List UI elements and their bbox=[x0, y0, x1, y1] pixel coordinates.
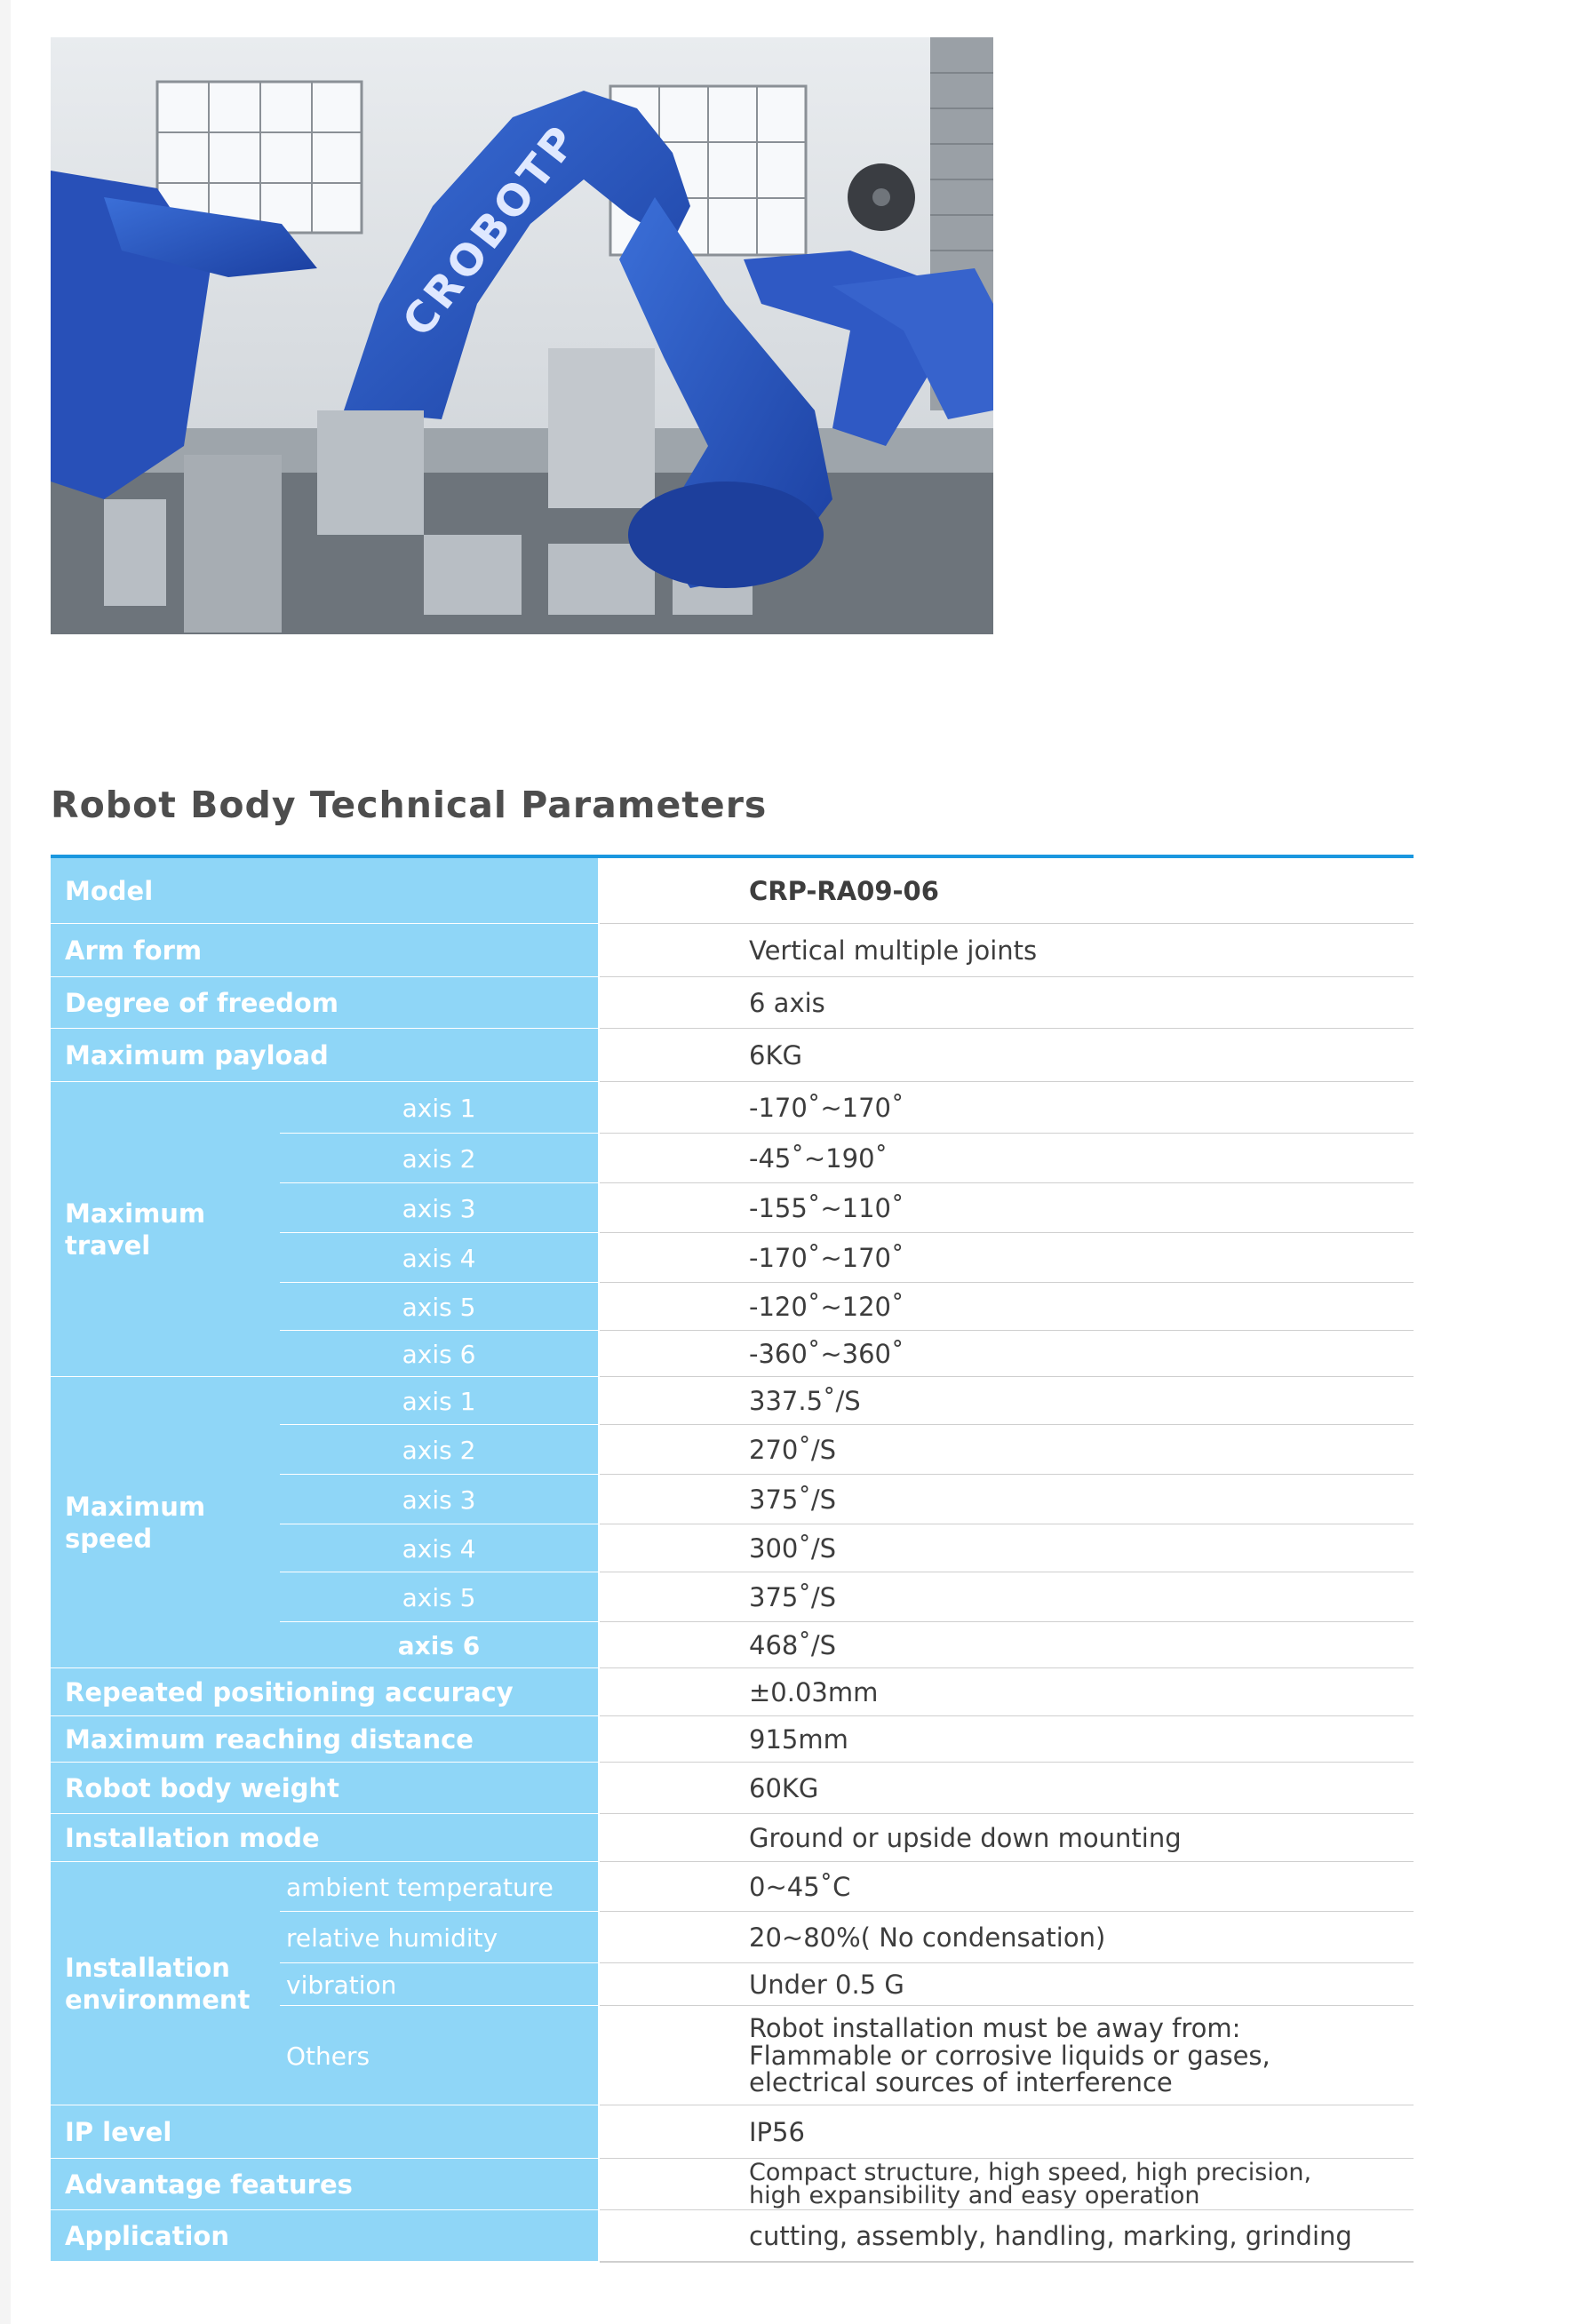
row-label: Application bbox=[51, 2210, 598, 2262]
sub-label: axis 5 bbox=[280, 1283, 598, 1331]
value-cell: cutting, assembly, handling, marking, grinding bbox=[600, 2210, 1414, 2262]
value-cell: -45˚~190˚ bbox=[600, 1134, 1414, 1183]
sub-label: Others bbox=[280, 2006, 598, 2105]
value-cell: IP56 bbox=[600, 2105, 1414, 2159]
value-cell: Robot installation must be away from: Flammable or corrosive liquids or gases, electrical sources of interference bbox=[600, 2006, 1414, 2105]
sub-label: relative humidity bbox=[280, 1912, 598, 1963]
sub-label: axis 1 bbox=[280, 1082, 598, 1134]
sub-label: axis 2 bbox=[280, 1425, 598, 1475]
value-cell: 915mm bbox=[600, 1716, 1414, 1763]
value-cell: Ground or upside down mounting bbox=[600, 1814, 1414, 1862]
sub-label: ambient temperature bbox=[280, 1862, 598, 1912]
parameters-grid bbox=[51, 858, 1414, 2262]
value-cell: 0~45˚C bbox=[600, 1862, 1414, 1912]
value-cell: 6 axis bbox=[600, 977, 1414, 1029]
group-label: Maximum speed bbox=[51, 1377, 598, 1668]
value-cell: 337.5˚/S bbox=[600, 1377, 1414, 1425]
page-edge-strip bbox=[0, 0, 11, 2324]
group-label: Installation environment bbox=[51, 1862, 598, 2105]
table-rule bbox=[600, 2261, 1414, 2263]
value-cell: Compact structure, high speed, high precision, high expansibility and easy operation bbox=[600, 2159, 1414, 2210]
value-cell: -120˚~120˚ bbox=[600, 1283, 1414, 1331]
row-label: Model bbox=[51, 858, 598, 924]
value-cell: 6KG bbox=[600, 1029, 1414, 1082]
value-cell: CRP-RA09-06 bbox=[600, 858, 1414, 924]
sub-label: axis 4 bbox=[280, 1524, 598, 1572]
row-label: Degree of freedom bbox=[51, 977, 598, 1029]
sub-label: axis 3 bbox=[280, 1183, 598, 1233]
group-label: Maximum travel bbox=[51, 1082, 598, 1377]
sub-label: axis 5 bbox=[280, 1572, 598, 1622]
row-label: IP level bbox=[51, 2105, 598, 2159]
value-cell: Vertical multiple joints bbox=[600, 924, 1414, 977]
value-cell: 468˚/S bbox=[600, 1622, 1414, 1668]
value-cell: 20~80%( No condensation) bbox=[600, 1912, 1414, 1963]
value-cell: 60KG bbox=[600, 1763, 1414, 1814]
robot-photo bbox=[51, 37, 993, 634]
robot-brand-text: CROBOTP bbox=[393, 115, 589, 346]
row-label: Maximum payload bbox=[51, 1029, 598, 1082]
row-label: Repeated positioning accuracy bbox=[51, 1668, 598, 1716]
row-label: Installation mode bbox=[51, 1814, 598, 1862]
sub-label: axis 2 bbox=[280, 1134, 598, 1183]
page-title: Robot Body Technical Parameters bbox=[51, 784, 768, 826]
sub-label: axis 4 bbox=[280, 1233, 598, 1283]
table-rule bbox=[598, 858, 600, 2262]
value-cell: -360˚~360˚ bbox=[600, 1331, 1414, 1377]
value-cell: 270˚/S bbox=[600, 1425, 1414, 1475]
value-cell: 375˚/S bbox=[600, 1572, 1414, 1622]
value-cell: Under 0.5 G bbox=[600, 1963, 1414, 2006]
value-cell: 300˚/S bbox=[600, 1524, 1414, 1572]
value-cell: -155˚~110˚ bbox=[600, 1183, 1414, 1233]
row-label: Maximum reaching distance bbox=[51, 1716, 598, 1763]
sub-label: axis 6 bbox=[280, 1622, 598, 1668]
value-cell: 375˚/S bbox=[600, 1475, 1414, 1524]
row-label: Robot body weight bbox=[51, 1763, 598, 1814]
value-cell: ±0.03mm bbox=[600, 1668, 1414, 1716]
sub-label: axis 3 bbox=[280, 1475, 598, 1524]
value-cell: -170˚~170˚ bbox=[600, 1233, 1414, 1283]
sub-label: axis 6 bbox=[280, 1331, 598, 1377]
row-label: Arm form bbox=[51, 924, 598, 977]
sub-label: vibration bbox=[280, 1963, 598, 2006]
value-cell: -170˚~170˚ bbox=[600, 1082, 1414, 1134]
sub-label: axis 1 bbox=[280, 1377, 598, 1425]
table-rule bbox=[51, 2261, 598, 2263]
row-label: Advantage features bbox=[51, 2159, 598, 2210]
